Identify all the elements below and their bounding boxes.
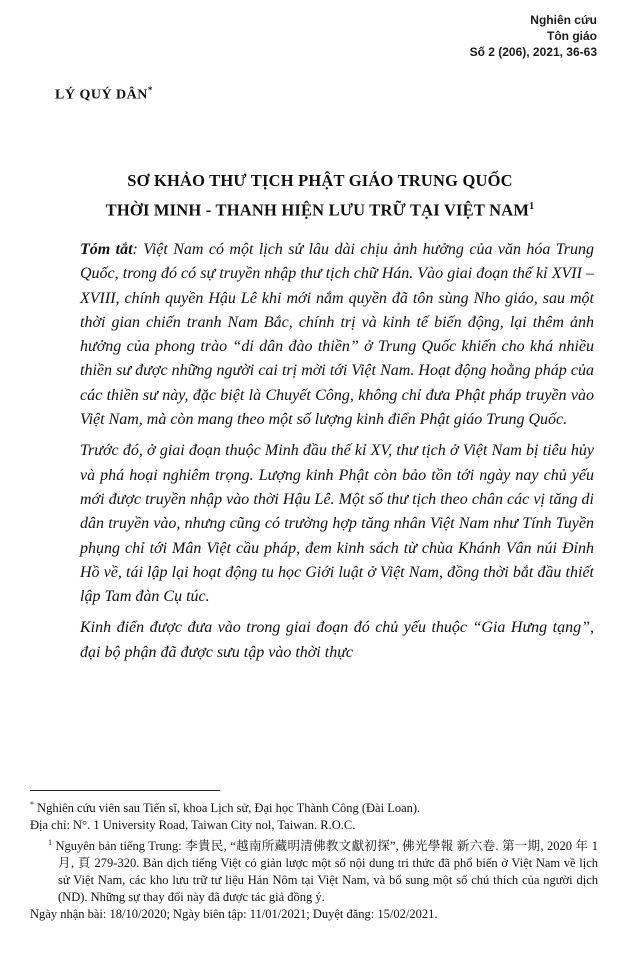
footnote-author — [30, 796, 598, 817]
footnote-author-text: Nghiên cứu viên sau Tiến sĩ, khoa Lịch sử, Đại học Thành Công (Đài Loan). — [34, 801, 421, 816]
title-line-1: SƠ KHẢO THƯ TỊCH PHẬT GIÁO TRUNG QUỐC — [127, 171, 513, 190]
footnote-1-mark: 1 — [48, 838, 52, 848]
author-footnote-mark: * — [147, 85, 153, 95]
abstract-paragraph-2: Trước đó, ở giai đoạn thuộc Minh đầu thế kỉ XV, thư tịch ở Việt Nam bị tiêu hủy và phá hoại nghiêm trọng. Lượng kinh Phật còn bảo tồn tới ngày nay chủ yếu mới được truyền nhập vào thời Hậu Lê. Một số thư tịch theo chân các vị tăng di dân truyền vào, nhưng cũng có trường hợp tăng nhân Việt Nam như Tính Tuyền phụng chỉ tới Mân Việt cầu pháp, đem kinh sách từ chùa Khánh Vân núi Đỉnh Hồ về, tái lập lại hoạt động tu học Giới luật ở Việt Nam, đồng thời bắt đầu thiết lập Tam đàn Cụ túc. — [80, 442, 594, 606]
abstract-paragraph-3: Kinh điển được đưa vào trong giai đoạn đó chủ yếu thuộc “Gia Hưng tạng”, đại bộ phận đã được sưu tập vào thời thực — [80, 619, 594, 661]
journal-header — [470, 12, 597, 60]
footnote-address: Địa chỉ: N°. 1 University Road, Taiwan City nol, Taiwan. R.O.C. — [30, 818, 356, 833]
author-name: LÝ QUÝ DÂN — [55, 87, 148, 103]
abstract — [80, 238, 594, 672]
footnotes — [30, 796, 598, 923]
title-footnote-mark: 1 — [529, 201, 535, 212]
journal-name-line2: Tôn giáo — [547, 29, 597, 43]
footnote-dates: Ngày nhận bài: 18/10/2020; Ngày biên tập: 11/01/2021; Duyệt đăng: 15/02/2021. — [30, 907, 438, 922]
journal-name-line1: Nghiên cứu — [530, 13, 597, 27]
abstract-label: Tóm tắt — [80, 241, 133, 258]
footnote-1-text: Nguyên bản tiếng Trung: 李貴民, “越南所藏明清佛教文獻初探”, 佛光學報 新六卷. 第一期, 2020 年 1 月, 頁 279-320. Bản dịch tiếng Việt có giản lược một số nội dung tri thức đã phổ biến ở Việt Nam về lịch sử Việt Nam, các kho lưu trữ tư liệu Hán Nôm tại Việt Nam, và bổ sung một số chú thích của người dịch (ND). Những sự thay đổi này đã được tác giả đồng ý. — [52, 839, 598, 905]
footnote-1 — [30, 834, 598, 906]
author-line — [55, 85, 153, 104]
title-line-2-text: THỜI MINH - THANH HIỆN LƯU TRỮ TẠI VIỆT NAM — [105, 200, 530, 220]
article-title — [40, 168, 600, 224]
issue-info: Số 2 (206), 2021, 36-63 — [469, 45, 597, 59]
abstract-paragraph-1-text: : Việt Nam có một lịch sử lâu dài chịu ảnh hưởng của văn hóa Trung Quốc, trong đó có sự truyền nhập thư tịch chữ Hán. Vào giai đoạn thế kỉ XVII – XVIII, chính quyền Hậu Lê khi mới nắm quyền đã tôn sùng Nho giáo, sau một thời gian chiến tranh Nam Bắc, chính trị và kinh tế biến động, lại thêm ảnh hưởng của phong trào “di dân đào thiền” ở Trung Quốc khiến cho khá nhiều thiền sư được những người cai trị mời tới Việt Nam. Hoạt động hoằng pháp của các thiền sư này, đặc biệt là Chuyết Công, không chỉ đưa Phật pháp truyền vào Việt Nam, mà còn mang theo một số lượng kinh điển Phật giáo Trung Quốc. — [80, 241, 595, 429]
abstract-paragraph-1 — [80, 238, 594, 432]
title-line-2 — [40, 194, 600, 224]
footnote-author-mark: * — [30, 800, 34, 809]
footnote-divider — [30, 790, 220, 791]
